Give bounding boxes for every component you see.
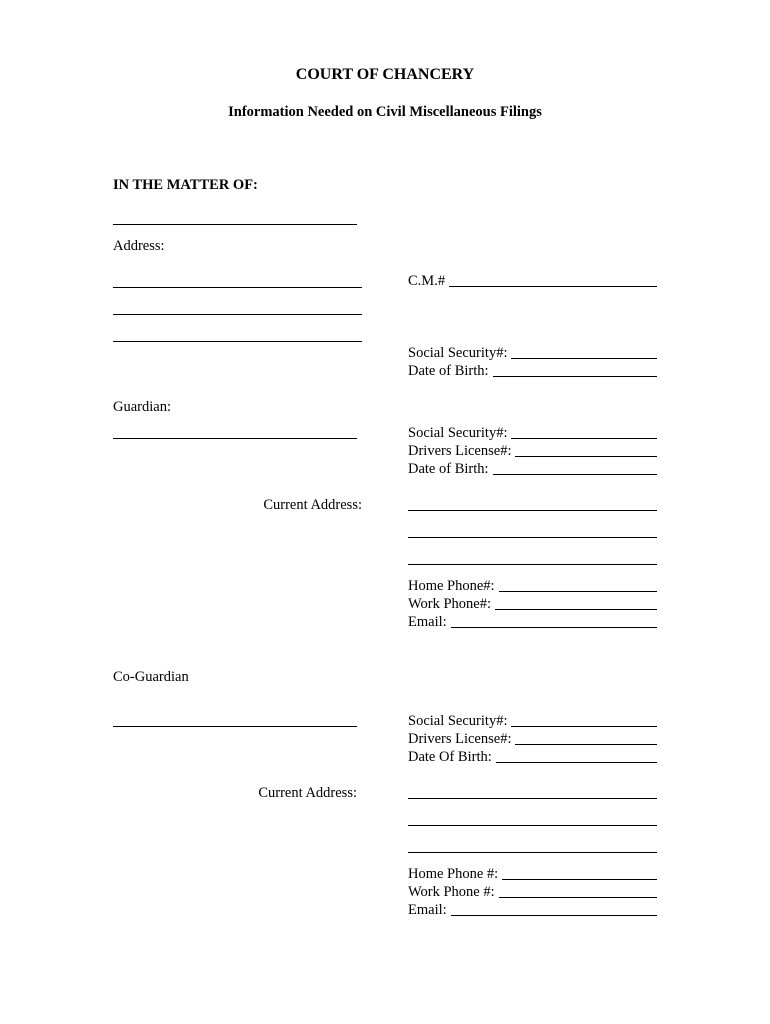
home-phone-label: Home Phone#: <box>408 578 495 594</box>
guardian-home-phone-field[interactable] <box>408 577 657 595</box>
co-guardian-email-field[interactable] <box>408 901 657 919</box>
home-phone-label: Home Phone #: <box>408 866 499 882</box>
co-guardian-address-line-2[interactable] <box>408 825 657 826</box>
matter-name-line[interactable] <box>113 224 357 225</box>
dl-label: Drivers License#: <box>408 731 512 747</box>
co-guardian-dob-field[interactable] <box>408 748 657 766</box>
email-label: Email: <box>408 902 447 918</box>
email-line[interactable] <box>451 613 657 628</box>
guardian-current-address-label: Current Address: <box>263 497 362 513</box>
matter-cm-field[interactable] <box>408 272 657 290</box>
home-phone-line[interactable] <box>499 577 657 592</box>
work-phone-line[interactable] <box>495 595 657 610</box>
dl-line[interactable] <box>515 730 657 745</box>
dob-line[interactable] <box>493 362 657 377</box>
matter-address-line-2[interactable] <box>113 314 362 315</box>
guardian-address-line-3[interactable] <box>408 564 657 565</box>
dob-label: Date of Birth: <box>408 461 489 477</box>
guardian-heading: Guardian: <box>113 399 171 415</box>
matter-address-label: Address: <box>113 238 165 254</box>
cm-label: C.M.# <box>408 273 446 289</box>
ssn-line[interactable] <box>511 712 657 727</box>
guardian-address-line-2[interactable] <box>408 537 657 538</box>
co-guardian-home-phone-field[interactable] <box>408 865 657 883</box>
ssn-line[interactable] <box>511 424 657 439</box>
co-guardian-current-address-label: Current Address: <box>258 785 357 801</box>
matter-heading: IN THE MATTER OF: <box>113 177 258 193</box>
ssn-label: Social Security#: <box>408 713 508 729</box>
page-subtitle: Information Needed on Civil Miscellaneous Filings <box>228 104 542 120</box>
co-guardian-ssn-field[interactable] <box>408 712 657 730</box>
dl-line[interactable] <box>515 442 657 457</box>
guardian-email-field[interactable] <box>408 613 657 631</box>
co-guardian-name-line[interactable] <box>113 726 357 727</box>
cm-line[interactable] <box>449 272 657 287</box>
dob-label: Date Of Birth: <box>408 749 492 765</box>
guardian-address-line-1[interactable] <box>408 510 657 511</box>
dob-line[interactable] <box>493 460 657 475</box>
email-label: Email: <box>408 614 447 630</box>
co-guardian-address-line-1[interactable] <box>408 798 657 799</box>
co-guardian-heading: Co-Guardian <box>113 669 189 685</box>
page-title: COURT OF CHANCERY <box>295 66 475 83</box>
matter-address-line-1[interactable] <box>113 287 362 288</box>
guardian-dob-field[interactable] <box>408 460 657 478</box>
guardian-name-line[interactable] <box>113 438 357 439</box>
matter-dob-field[interactable] <box>408 362 657 380</box>
home-phone-line[interactable] <box>502 865 657 880</box>
co-guardian-work-phone-field[interactable] <box>408 883 657 901</box>
ssn-label: Social Security#: <box>408 425 508 441</box>
matter-ssn-field[interactable] <box>408 344 657 362</box>
dob-line[interactable] <box>496 748 657 763</box>
guardian-work-phone-field[interactable] <box>408 595 657 613</box>
co-guardian-dl-field[interactable] <box>408 730 657 748</box>
guardian-dl-field[interactable] <box>408 442 657 460</box>
co-guardian-address-line-3[interactable] <box>408 852 657 853</box>
matter-address-line-3[interactable] <box>113 341 362 342</box>
work-phone-label: Work Phone #: <box>408 884 495 900</box>
guardian-ssn-field[interactable] <box>408 424 657 442</box>
dl-label: Drivers License#: <box>408 443 512 459</box>
ssn-line[interactable] <box>511 344 657 359</box>
work-phone-label: Work Phone#: <box>408 596 492 612</box>
work-phone-line[interactable] <box>499 883 657 898</box>
email-line[interactable] <box>451 901 657 916</box>
dob-label: Date of Birth: <box>408 363 489 379</box>
ssn-label: Social Security#: <box>408 345 508 361</box>
